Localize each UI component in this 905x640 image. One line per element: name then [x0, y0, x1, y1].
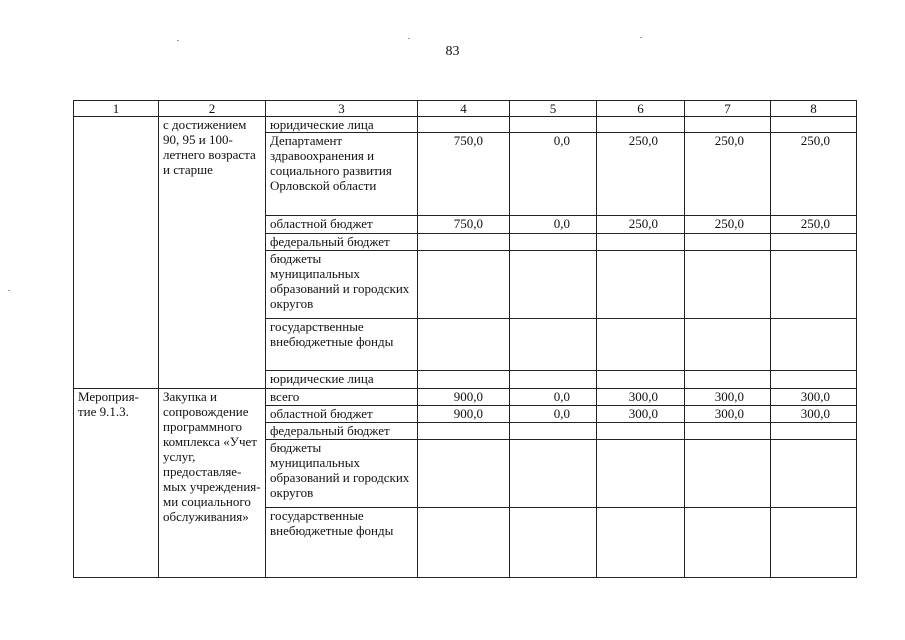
value-cell: 250,0 [771, 216, 857, 234]
event-description-cell: Закупка и сопровождение программного комплекса «Учет услуг, предоставляе-мых учреждения-ми социального обслуживания» [159, 389, 266, 578]
scan-speck [408, 38, 410, 39]
value-cell: 0,0 [510, 216, 597, 234]
value-cell: 900,0 [418, 389, 510, 406]
table-row [74, 389, 857, 406]
value-cell: 300,0 [597, 406, 685, 423]
value-cell: 0,0 [510, 389, 597, 406]
value-cell [771, 234, 857, 251]
funding-source-cell: государственные внебюджетные фонды [266, 319, 418, 371]
value-cell [685, 371, 771, 389]
value-cell [597, 319, 685, 371]
value-cell [771, 508, 857, 578]
value-cell [685, 508, 771, 578]
value-cell [597, 423, 685, 440]
funding-source-cell: юридические лица [266, 117, 418, 133]
value-cell [418, 371, 510, 389]
header-cell: 5 [510, 101, 597, 117]
value-cell: 0,0 [510, 406, 597, 423]
value-cell [510, 117, 597, 133]
funding-source-cell: всего [266, 389, 418, 406]
header-row [74, 101, 857, 117]
value-cell [510, 440, 597, 508]
value-cell [685, 251, 771, 319]
value-cell [685, 234, 771, 251]
value-cell: 300,0 [685, 406, 771, 423]
scan-speck [177, 40, 179, 41]
value-cell: 250,0 [597, 216, 685, 234]
value-cell [418, 423, 510, 440]
funding-source-cell: бюджеты муниципальных образований и городских округов [266, 251, 418, 319]
header-cell: 4 [418, 101, 510, 117]
value-cell [597, 371, 685, 389]
value-cell: 300,0 [685, 389, 771, 406]
value-cell [685, 117, 771, 133]
scan-speck [8, 290, 10, 291]
event-description-cell: с достижением 90, 95 и 100-летнего возраста и старше [159, 117, 266, 389]
value-cell: 750,0 [418, 133, 510, 216]
value-cell [510, 319, 597, 371]
value-cell: 750,0 [418, 216, 510, 234]
value-cell: 250,0 [685, 133, 771, 216]
event-id-cell [74, 117, 159, 389]
value-cell [771, 423, 857, 440]
value-cell [597, 440, 685, 508]
value-cell: 900,0 [418, 406, 510, 423]
header-cell: 8 [771, 101, 857, 117]
value-cell: 250,0 [771, 133, 857, 216]
value-cell [510, 423, 597, 440]
funding-source-cell: областной бюджет [266, 216, 418, 234]
header-cell: 3 [266, 101, 418, 117]
value-cell [771, 440, 857, 508]
value-cell [597, 508, 685, 578]
value-cell [771, 251, 857, 319]
value-cell [418, 319, 510, 371]
value-cell: 0,0 [510, 133, 597, 216]
scan-speck [640, 37, 642, 38]
value-cell [510, 371, 597, 389]
budget-table [73, 100, 857, 578]
value-cell [510, 508, 597, 578]
value-cell [685, 423, 771, 440]
value-cell [510, 251, 597, 319]
value-cell [685, 440, 771, 508]
funding-source-cell: бюджеты муниципальных образований и городских округов [266, 440, 418, 508]
value-cell [597, 251, 685, 319]
value-cell: 300,0 [597, 389, 685, 406]
value-cell [597, 117, 685, 133]
value-cell [510, 234, 597, 251]
header-cell: 6 [597, 101, 685, 117]
value-cell [771, 319, 857, 371]
header-cell: 1 [74, 101, 159, 117]
funding-source-cell: федеральный бюджет [266, 423, 418, 440]
page-number: 83 [445, 44, 460, 59]
funding-source-cell: юридические лица [266, 371, 418, 389]
funding-source-cell: Департамент здравоохранения и социального развития Орловской области [266, 133, 418, 216]
value-cell [418, 117, 510, 133]
value-cell: 250,0 [597, 133, 685, 216]
value-cell [771, 117, 857, 133]
value-cell [418, 251, 510, 319]
value-cell [418, 508, 510, 578]
funding-source-cell: федеральный бюджет [266, 234, 418, 251]
value-cell [418, 234, 510, 251]
funding-source-cell: областной бюджет [266, 406, 418, 423]
value-cell [597, 234, 685, 251]
funding-source-cell: государственные внебюджетные фонды [266, 508, 418, 578]
value-cell: 300,0 [771, 406, 857, 423]
value-cell: 300,0 [771, 389, 857, 406]
header-cell: 2 [159, 101, 266, 117]
value-cell [771, 371, 857, 389]
value-cell [685, 319, 771, 371]
header-cell: 7 [685, 101, 771, 117]
event-id-cell: Мероприя-тие 9.1.3. [74, 389, 159, 578]
table-row [74, 117, 857, 133]
value-cell: 250,0 [685, 216, 771, 234]
value-cell [418, 440, 510, 508]
